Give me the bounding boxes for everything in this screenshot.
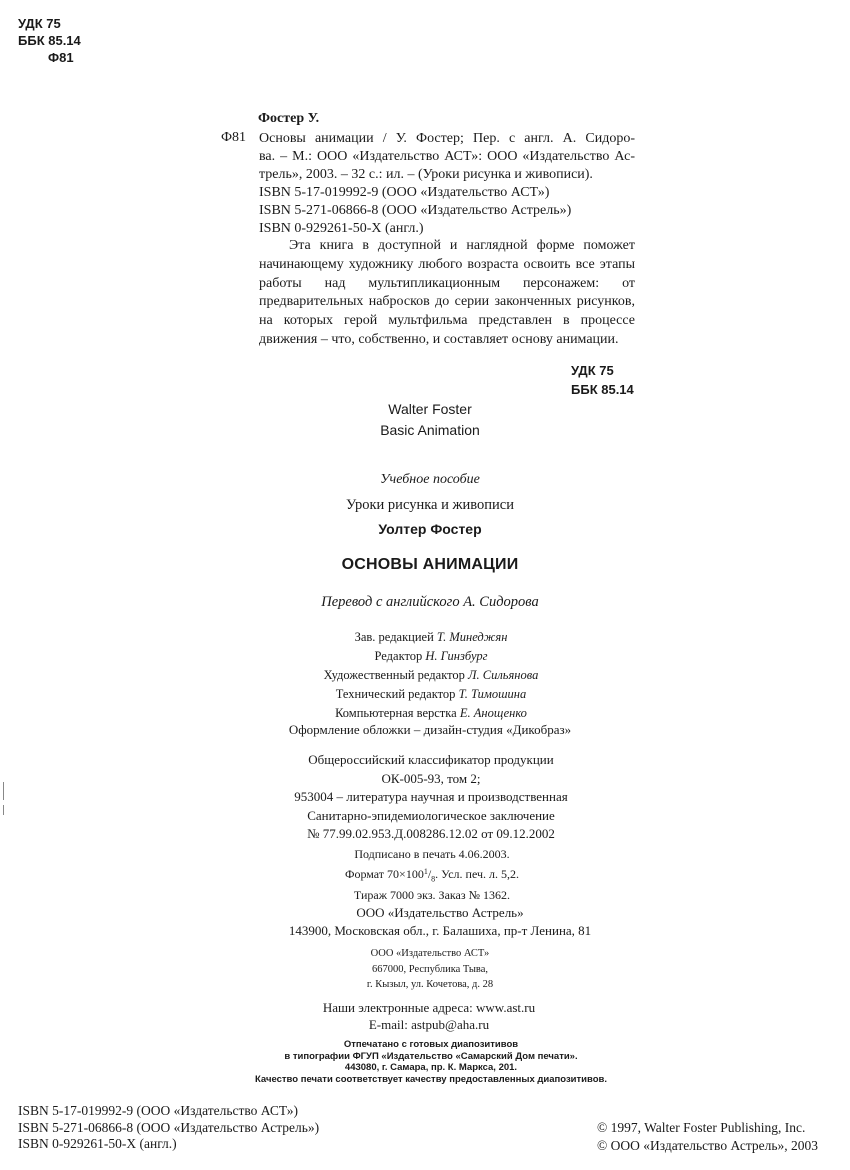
format-prefix: Формат 70×100: [344, 867, 424, 881]
product-classifier: [0, 751, 850, 844]
format-fraction-numerator: 1: [423, 867, 428, 876]
isbn-line: ISBN 5-271-06866-8 (ООО «Издательство Астрель»): [18, 1119, 320, 1135]
credit-line: [0, 628, 850, 647]
biblio-author: Фостер У.: [258, 111, 320, 126]
credit-role: Компьютерная верстка: [335, 706, 457, 720]
classifier-line: Общероссийский классификатор продукции: [308, 752, 554, 767]
book-title: ОСНОВЫ АНИМАЦИИ: [341, 556, 519, 573]
annotation: [259, 237, 635, 350]
original-edition: [0, 399, 850, 441]
ast-name: ООО «Издательство АСТ»: [370, 948, 490, 959]
credit-name: Н. Гинзбург: [425, 649, 488, 663]
credit-name: Е. Анощенко: [459, 706, 527, 720]
credit-name: Л. Сильянова: [468, 668, 539, 682]
biblio-code: Ф81: [221, 130, 247, 145]
biblio-isbn-line: ISBN 5-271-06866-8 (ООО «Издательство Астрель»): [259, 203, 572, 218]
signed-to-print: Подписано в печать 4.06.2003.: [354, 847, 510, 861]
biblio-record: [259, 130, 635, 238]
series-title: Уроки рисунка и живописи: [346, 497, 514, 513]
print-run: Тираж 7000 экз. Заказ № 1362.: [353, 888, 511, 903]
credit-line: [0, 685, 850, 704]
isbn-list: [18, 1103, 319, 1153]
printing-line: Отпечатано с готовых диапозитивов: [343, 1039, 519, 1050]
bbk-code: ББК 85.14: [18, 33, 81, 48]
credit-role: Художественный редактор: [323, 668, 465, 682]
bbk-code-right: ББК 85.14: [571, 382, 634, 397]
author-name: Уолтер Фостер: [378, 521, 482, 537]
copyright: [597, 1119, 818, 1154]
printing-line: Качество печати соответствует качеству предоставленных диапозитивов.: [254, 1074, 608, 1086]
udk-code-right: УДК 75: [571, 363, 614, 378]
classifier-line: 953004 – литература научная и производственная: [294, 789, 568, 804]
biblio-desc-line: трель», 2003. – 32 с.: ил. – (Уроки рисунка и живописи).: [259, 167, 593, 182]
top-classification-codes: [18, 15, 81, 66]
publisher-name: ООО «Издательство Астрель»: [356, 905, 524, 920]
copyright-line: © 1997, Walter Foster Publishing, Inc.: [597, 1120, 806, 1135]
classifier-line: ОК-005-93, том 2;: [381, 770, 481, 786]
classifier-line: № 77.99.02.953.Д.008286.12.02 от 09.12.2002: [307, 826, 555, 841]
translation-credit: Перевод с английского А. Сидорова: [321, 594, 539, 610]
printing-house-info: [0, 1039, 850, 1086]
print-format: Формат $70\times 100^1/_8$. Усл. печ. л. 5,2.: [344, 867, 520, 884]
udk-code: УДК 75: [18, 16, 61, 31]
format-suffix: . Усл. печ. л. 5,2.: [435, 867, 520, 881]
ast-address: [0, 946, 850, 993]
ast-region: 667000, Республика Тыва,: [372, 963, 488, 975]
credit-role: Зав. редакцией: [354, 630, 434, 644]
publisher-address: [0, 904, 850, 940]
credit-line: [0, 666, 850, 685]
biblio-desc-line: ва. – М.: ООО «Издательство АСТ»: ООО «Издательство Ас-: [259, 149, 635, 164]
contact-addresses: [0, 999, 850, 1033]
credit-line: [0, 704, 850, 723]
credit-line: [0, 647, 850, 666]
annotation-text: Эта книга в доступной и наглядной форме поможет начинающему художнику любого возраста освоить все этапы работы над мультипликационным персонажем: от предварительных набросков до серии законченных рисунков, на которых герой мультфильма представлен в процессе движения – что, собственно, и составляет основу анимации.: [259, 238, 635, 347]
printing-line: 443080, г. Самара, пр. К. Маркса, 201.: [344, 1062, 518, 1074]
email: E-mail: astpub@aha.ru: [368, 1017, 490, 1032]
biblio-isbn-line: ISBN 0-929261-50-Х (англ.): [259, 221, 424, 236]
editorial-credits: [0, 628, 850, 723]
genre-label: Учебное пособие: [380, 472, 480, 487]
credit-name: Т. Тимошина: [458, 687, 527, 701]
original-title: Basic Animation: [380, 422, 480, 438]
cover-design-credit: Оформление обложки – дизайн-студия «Дикобраз»: [288, 722, 572, 737]
udk-bbk-right: [571, 361, 634, 399]
isbn-line: ISBN 5-17-019992-9 (ООО «Издательство АСТ»): [18, 1103, 299, 1118]
publisher-street: 143900, Московская обл., г. Балашиха, пр-т Ленина, 81: [288, 923, 592, 938]
credit-role: Редактор: [374, 649, 423, 663]
credit-role: Технический редактор: [335, 687, 456, 701]
author-code: Ф81: [48, 50, 74, 65]
copyright-line: © ООО «Издательство Астрель», 2003: [597, 1137, 819, 1153]
biblio-isbn-line: ISBN 5-17-019992-9 (ООО «Издательство АСТ»): [259, 185, 550, 200]
printing-line: в типографии ФГУП «Издательство «Самарский Дом печати».: [284, 1050, 578, 1062]
biblio-desc-line: Основы анимации / У. Фостер; Пер. с англ. А. Сидоро-: [259, 131, 635, 146]
ast-street: г. Кызыл, ул. Кочетова, д. 28: [366, 979, 494, 990]
classifier-line: Санитарно-эпидемиологическое заключение: [307, 807, 555, 823]
print-details: [0, 846, 850, 904]
isbn-line: ISBN 0-929261-50-Х (англ.): [18, 1136, 177, 1151]
format-fraction-denominator: 8: [431, 874, 436, 884]
website: Наши электронные адреса: www.ast.ru: [322, 1000, 536, 1015]
original-author: Walter Foster: [388, 401, 472, 417]
credit-name: Т. Минеджян: [436, 630, 508, 644]
